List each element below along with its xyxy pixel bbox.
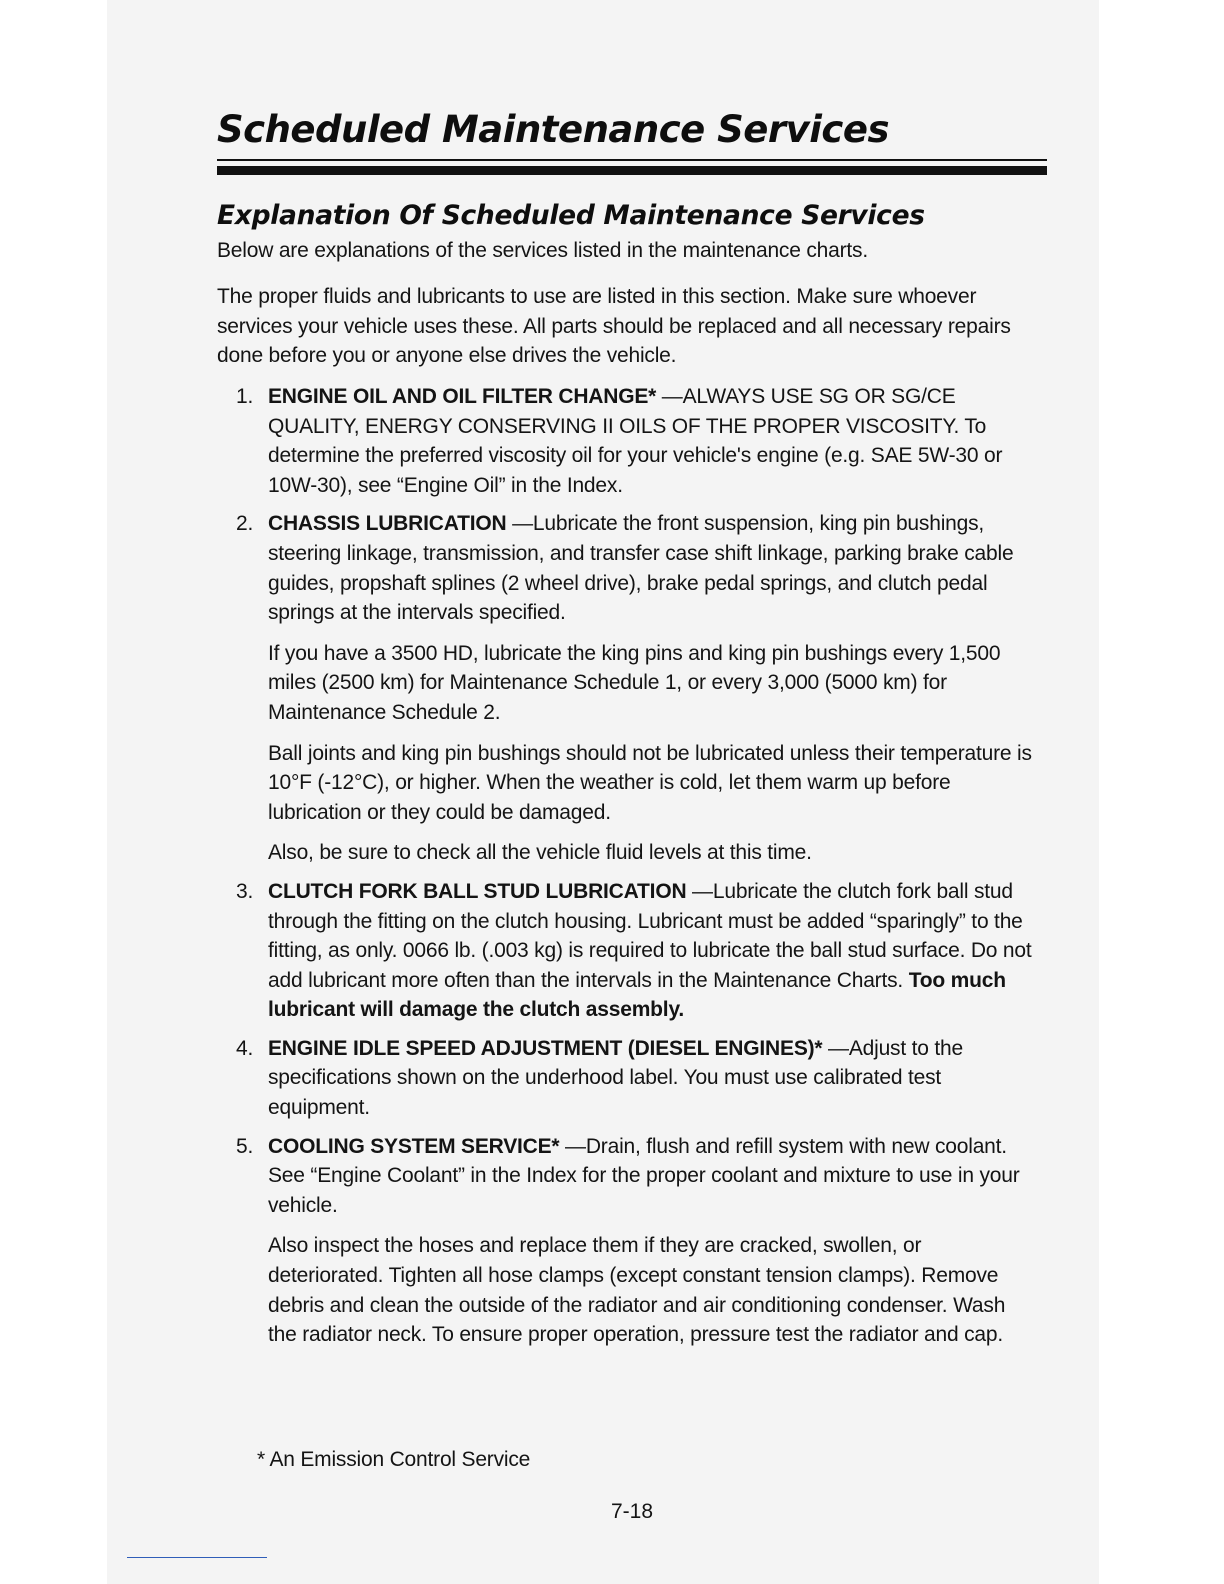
item-warning: Too much lubricant will damage the clutch assembly. <box>268 968 1006 1022</box>
intro-paragraph: Below are explanations of the services listed in the maintenance charts. <box>217 239 868 262</box>
list-item <box>217 509 1034 868</box>
item-number: 4. <box>236 1036 254 1060</box>
item-body: —Lubricate the clutch fork ball stud through the fitting on the clutch housing. Lubricant must be added “sparingly” to the fitting, as only. 0066 lb. (.003 kg) is required to lubricate the ball stud surface. Do not add lubricant more often than the intervals in the Maintenance Charts. <box>268 879 1032 992</box>
item-paragraph: Ball joints and king pin bushings should not be lubricated unless their temperature is 10°F (-12°C), or higher. When the weather is cold, let them warm up before lubrication or they could be damaged. <box>268 741 1032 824</box>
list-item <box>217 877 1034 1025</box>
item-text <box>268 1132 1034 1221</box>
footnote: * An Emission Control Service <box>257 1448 531 1471</box>
item-paragraph: If you have a 3500 HD, lubricate the king pins and king pin bushings every 1,500 miles (2500 km) for Maintenance Schedule 1, or every 3,000 (5000 km) for Maintenance Schedule 2. <box>268 641 1001 724</box>
item-body: —Drain, flush and refill system with new coolant. See “Engine Coolant” in the Index for the proper coolant and mixture to use in your vehicle. <box>268 1134 1020 1217</box>
item-paragraph: Also, be sure to check all the vehicle fluid levels at this time. <box>268 841 812 865</box>
item-number: 2. <box>236 512 254 536</box>
title-rule-thick <box>217 166 1047 175</box>
intro-paragraph: The proper fluids and lubricants to use are listed in this section. Make sure whoever services your vehicle uses these. All parts should be replaced and all necessary repairs done before you or anyone else drives the vehicle. <box>217 285 1011 368</box>
item-number: 5. <box>236 1134 254 1158</box>
list-item <box>217 1034 1034 1123</box>
item-body: —ALWAYS USE SG OR SG/CE QUALITY, ENERGY CONSERVING II OILS OF THE PROPER VISCOSITY. To determine the preferred viscosity oil for your vehicle's engine (e.g. SAE 5W-30 or 10W-30), see “Engine Oil” in the Index. <box>268 385 1003 497</box>
item-body: —Lubricate the front suspension, king pin bushings, steering linkage, transmission, and transfer case shift linkage, parking brake cable guides, propshaft splines (2 wheel drive), brake pedal springs, and clutch pedal springs at the intervals specified. <box>268 512 1014 625</box>
list-item <box>217 1132 1034 1350</box>
item-text <box>268 1034 1034 1123</box>
item-number: 1. <box>236 385 254 408</box>
section-heading: Explanation Of Scheduled Maintenance Services <box>217 200 925 231</box>
item-lead: CHASSIS LUBRICATION <box>268 512 507 536</box>
item-lead: ENGINE IDLE SPEED ADJUSTMENT (DIESEL ENGINES)* <box>268 1036 823 1060</box>
list-item <box>217 382 1034 500</box>
title-rule-thin <box>217 159 1047 161</box>
item-paragraph: Also inspect the hoses and replace them if they are cracked, swollen, or deteriorated. Tighten all hose clamps (except constant tension clamps). Remove debris and clean the outside of the radiator and air conditioning condenser. Wash the radiator neck. To ensure proper operation, pressure test the radiator and cap. <box>268 1234 1006 1347</box>
page-title: Scheduled Maintenance Services <box>217 108 889 151</box>
item-text <box>268 382 1034 500</box>
item-lead: ENGINE OIL AND OIL FILTER CHANGE* <box>268 385 657 408</box>
corner-rule <box>127 1557 267 1558</box>
item-text <box>268 509 1034 627</box>
item-lead: COOLING SYSTEM SERVICE* <box>268 1134 560 1158</box>
item-number: 3. <box>236 879 254 903</box>
page-number: 7-18 <box>610 1500 654 1523</box>
item-body: —Adjust to the specifications shown on the underhood label. You must use calibrated test equipment. <box>268 1036 963 1120</box>
item-lead: CLUTCH FORK BALL STUD LUBRICATION <box>268 879 687 903</box>
maintenance-list <box>217 382 1047 1350</box>
item-text <box>268 877 1034 1025</box>
